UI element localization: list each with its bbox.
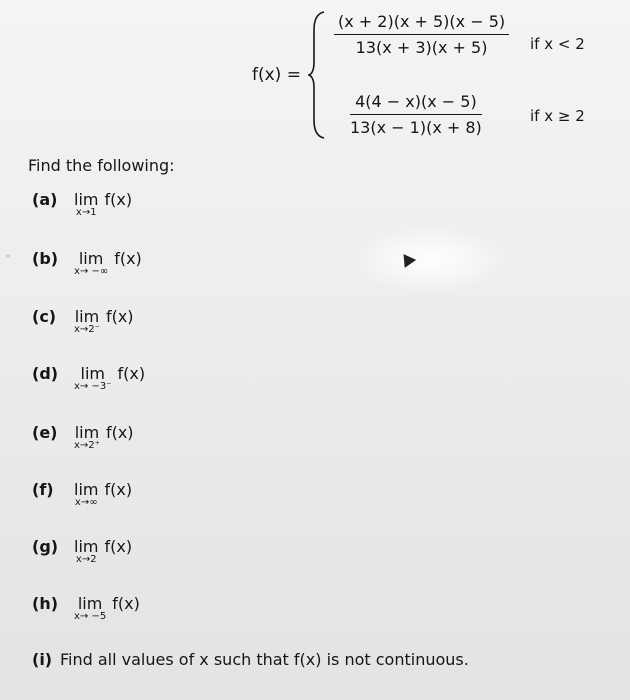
case2-numerator: 4(4 − x)(x − 5) xyxy=(350,92,482,115)
limit-subscript: x→ −∞ xyxy=(74,266,109,277)
item-label: (i) xyxy=(32,650,53,669)
limit-operator: lim x→2⁻ xyxy=(74,307,100,335)
left-brace xyxy=(308,10,328,140)
item-label: (f) xyxy=(32,480,54,499)
item-label: (g) xyxy=(32,537,59,556)
item-label: (h) xyxy=(32,594,59,613)
limit-expression: f(x) xyxy=(114,249,142,268)
limit-operator: lim x→ −∞ xyxy=(74,249,109,277)
light-glare xyxy=(350,225,510,295)
limit-expression: f(x) xyxy=(105,423,134,442)
limit-operator: lim x→2⁺ xyxy=(74,423,100,451)
item-label: (c) xyxy=(32,307,57,326)
dust-dot xyxy=(6,254,10,258)
limit-expression: f(x) xyxy=(117,364,146,383)
prompt-heading: Find the following: xyxy=(28,156,175,175)
limit-operator: lim x→ −5 xyxy=(74,594,107,622)
item-label: (e) xyxy=(32,423,58,442)
question-item-h xyxy=(32,594,140,622)
question-item-i xyxy=(32,650,469,669)
case2-condition: if x ≥ 2 xyxy=(530,107,585,125)
question-item-g xyxy=(32,537,132,565)
item-label: (d) xyxy=(32,364,59,383)
item-label: (a) xyxy=(32,190,58,209)
limit-operator: lim x→1 xyxy=(74,190,99,218)
limit-subscript: x→ −3⁻ xyxy=(74,381,112,392)
item-text: Find all values of x such that f(x) is not continuous. xyxy=(60,650,469,669)
question-item-d xyxy=(32,364,145,392)
case1-condition: if x < 2 xyxy=(530,35,585,53)
limit-subscript: x→2⁺ xyxy=(74,440,100,451)
limit-operator: lim x→2 xyxy=(74,537,99,565)
limit-expression: f(x) xyxy=(112,594,140,613)
limit-expression: f(x) xyxy=(104,190,133,209)
question-item-a xyxy=(32,190,132,218)
function-lhs: f(x) = xyxy=(252,65,301,85)
question-item-c xyxy=(32,307,134,335)
limit-expression: f(x) xyxy=(104,480,133,499)
case1-fraction xyxy=(334,12,509,57)
question-item-b xyxy=(32,249,142,277)
case2-denominator: 13(x − 1)(x + 8) xyxy=(350,118,482,137)
limit-subscript: x→2 xyxy=(75,554,97,565)
question-item-e xyxy=(32,423,134,451)
limit-subscript: x→1 xyxy=(75,207,97,218)
limit-subscript: x→2⁻ xyxy=(74,324,100,335)
limit-subscript: x→ −5 xyxy=(74,611,107,622)
limit-expression: f(x) xyxy=(104,537,133,556)
limit-subscript: x→∞ xyxy=(74,497,98,508)
case1-denominator: 13(x + 3)(x + 5) xyxy=(355,38,488,57)
case2-fraction xyxy=(350,92,482,137)
item-label: (b) xyxy=(32,249,59,268)
limit-expression: f(x) xyxy=(105,307,134,326)
limit-operator: lim x→ −3⁻ xyxy=(74,364,112,392)
question-item-f xyxy=(32,480,132,508)
limit-operator: lim x→∞ xyxy=(74,480,99,508)
case1-numerator: (x + 2)(x + 5)(x − 5) xyxy=(334,12,509,35)
